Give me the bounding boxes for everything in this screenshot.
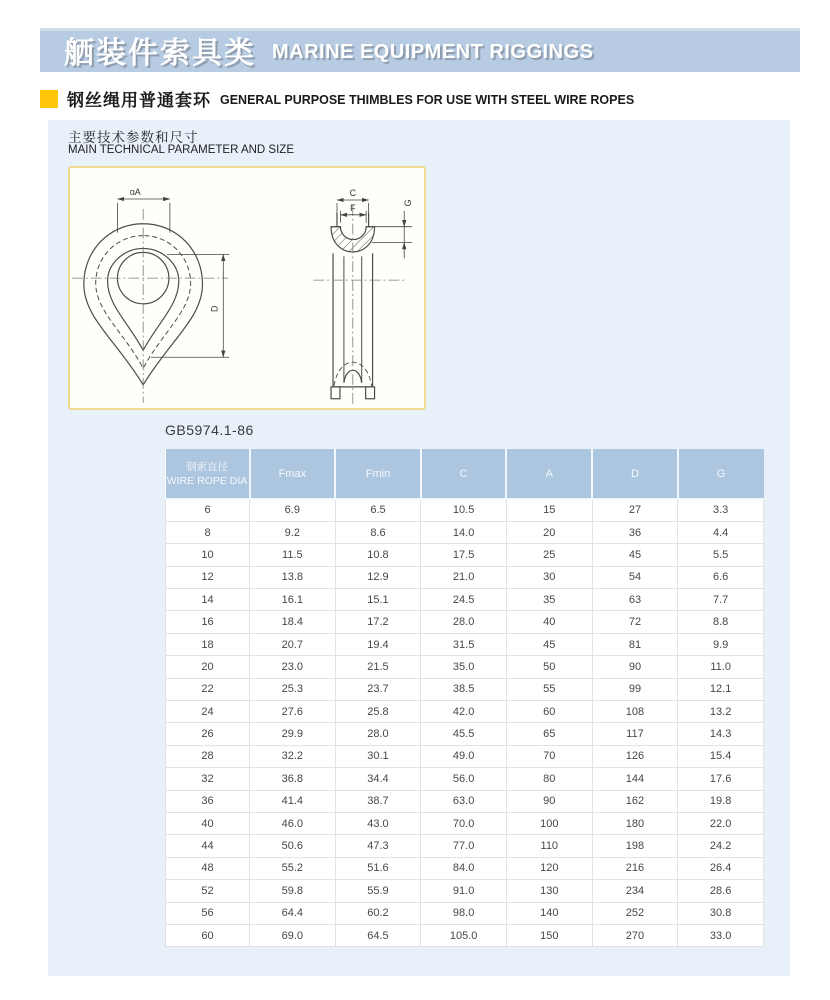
table-cell: 22 bbox=[166, 678, 250, 700]
table-cell: 18 bbox=[166, 633, 250, 655]
table-cell: 44 bbox=[166, 835, 250, 857]
table-cell: 16.1 bbox=[250, 589, 336, 611]
table-row bbox=[166, 589, 764, 611]
table-cell: 38.7 bbox=[335, 790, 421, 812]
table-cell: 25 bbox=[506, 544, 592, 566]
table-cell: 45 bbox=[592, 544, 678, 566]
table-cell: 41.4 bbox=[250, 790, 336, 812]
table-cell: 5.5 bbox=[678, 544, 764, 566]
table-cell: 32.2 bbox=[250, 745, 336, 767]
table-cell: 40 bbox=[506, 611, 592, 633]
table-cell: 29.9 bbox=[250, 723, 336, 745]
section-heading bbox=[40, 86, 800, 111]
table-cell: 48 bbox=[166, 857, 250, 879]
table-cell: 77.0 bbox=[421, 835, 507, 857]
table-row bbox=[166, 812, 764, 834]
table-cell: 14.0 bbox=[421, 521, 507, 543]
panel-subtitle-chinese: 主要技术参数和尺寸 bbox=[68, 130, 199, 145]
table-cell: 252 bbox=[592, 902, 678, 924]
table-cell: 100 bbox=[506, 812, 592, 834]
table-cell: 50.6 bbox=[250, 835, 336, 857]
table-cell: 150 bbox=[506, 924, 592, 946]
table-row bbox=[166, 566, 764, 588]
table-cell: 130 bbox=[506, 880, 592, 902]
table-cell: 60.2 bbox=[335, 902, 421, 924]
table-cell: 45 bbox=[506, 633, 592, 655]
col-header-g: G bbox=[678, 449, 764, 499]
table-cell: 17.5 bbox=[421, 544, 507, 566]
table-cell: 14.3 bbox=[678, 723, 764, 745]
table-row bbox=[166, 656, 764, 678]
table-cell: 12.9 bbox=[335, 566, 421, 588]
table-cell: 90 bbox=[506, 790, 592, 812]
col-header-a: A bbox=[506, 449, 592, 499]
table-cell: 72 bbox=[592, 611, 678, 633]
table-cell: 90 bbox=[592, 656, 678, 678]
table-cell: 34.4 bbox=[335, 768, 421, 790]
table-cell: 9.2 bbox=[250, 521, 336, 543]
page-header-banner bbox=[40, 28, 800, 72]
table-cell: 22.0 bbox=[678, 812, 764, 834]
table-cell: 9.9 bbox=[678, 633, 764, 655]
table-cell: 45.5 bbox=[421, 723, 507, 745]
table-cell: 6.5 bbox=[335, 499, 421, 521]
table-cell: 110 bbox=[506, 835, 592, 857]
table-cell: 20 bbox=[506, 521, 592, 543]
table-cell: 19.4 bbox=[335, 633, 421, 655]
table-row bbox=[166, 499, 764, 521]
table-cell: 63.0 bbox=[421, 790, 507, 812]
table-cell: 42.0 bbox=[421, 701, 507, 723]
table-cell: 49.0 bbox=[421, 745, 507, 767]
table-cell: 56.0 bbox=[421, 768, 507, 790]
dimension-G bbox=[372, 211, 413, 258]
table-row bbox=[166, 924, 764, 946]
label-aA: ɑA bbox=[129, 187, 141, 198]
table-cell: 4.4 bbox=[678, 521, 764, 543]
table-row bbox=[166, 521, 764, 543]
table-cell: 40 bbox=[166, 812, 250, 834]
table-cell: 31.5 bbox=[421, 633, 507, 655]
table-cell: 126 bbox=[592, 745, 678, 767]
table-cell: 46.0 bbox=[250, 812, 336, 834]
col-header-fmax: Fmax bbox=[250, 449, 336, 499]
table-cell: 36 bbox=[592, 521, 678, 543]
table-row bbox=[166, 678, 764, 700]
col-header-wire-rope-dia-en: WIRE ROPE DIA bbox=[166, 474, 248, 487]
table-cell: 23.0 bbox=[250, 656, 336, 678]
table-cell: 105.0 bbox=[421, 924, 507, 946]
table-cell: 84.0 bbox=[421, 857, 507, 879]
table-cell: 26 bbox=[166, 723, 250, 745]
table-cell: 59.8 bbox=[250, 880, 336, 902]
table-cell: 216 bbox=[592, 857, 678, 879]
table-cell: 27.6 bbox=[250, 701, 336, 723]
table-cell: 63 bbox=[592, 589, 678, 611]
table-row bbox=[166, 633, 764, 655]
table-cell: 270 bbox=[592, 924, 678, 946]
table-cell: 80 bbox=[506, 768, 592, 790]
table-cell: 55.9 bbox=[335, 880, 421, 902]
table-cell: 28.0 bbox=[421, 611, 507, 633]
table-cell: 23.7 bbox=[335, 678, 421, 700]
table-cell: 12.1 bbox=[678, 678, 764, 700]
table-cell: 30 bbox=[506, 566, 592, 588]
col-header-wire-rope-dia-zh: 钢索直径 bbox=[186, 460, 228, 473]
table-cell: 21.5 bbox=[335, 656, 421, 678]
col-header-d: D bbox=[592, 449, 678, 499]
table-cell: 8.8 bbox=[678, 611, 764, 633]
table-cell: 91.0 bbox=[421, 880, 507, 902]
table-cell: 69.0 bbox=[250, 924, 336, 946]
table-cell: 35 bbox=[506, 589, 592, 611]
table-cell: 43.0 bbox=[335, 812, 421, 834]
table-cell: 234 bbox=[592, 880, 678, 902]
table-cell: 64.5 bbox=[335, 924, 421, 946]
table-cell: 17.6 bbox=[678, 768, 764, 790]
table-cell: 27 bbox=[592, 499, 678, 521]
table-row bbox=[166, 723, 764, 745]
table-cell: 20.7 bbox=[250, 633, 336, 655]
table-cell: 162 bbox=[592, 790, 678, 812]
table-cell: 6.9 bbox=[250, 499, 336, 521]
table-cell: 13.8 bbox=[250, 566, 336, 588]
label-D: D bbox=[209, 305, 220, 312]
table-cell: 28.6 bbox=[678, 880, 764, 902]
table-cell: 52 bbox=[166, 880, 250, 902]
table-row bbox=[166, 544, 764, 566]
table-cell: 65 bbox=[506, 723, 592, 745]
table-cell: 60 bbox=[166, 924, 250, 946]
table-row bbox=[166, 768, 764, 790]
table-cell: 35.0 bbox=[421, 656, 507, 678]
table-cell: 140 bbox=[506, 902, 592, 924]
table-cell: 10.5 bbox=[421, 499, 507, 521]
table-row bbox=[166, 701, 764, 723]
table-cell: 8 bbox=[166, 521, 250, 543]
table-cell: 108 bbox=[592, 701, 678, 723]
col-header-c: C bbox=[421, 449, 507, 499]
table-cell: 24.2 bbox=[678, 835, 764, 857]
table-cell: 24 bbox=[166, 701, 250, 723]
spec-table bbox=[165, 449, 764, 947]
spec-table-body bbox=[166, 499, 764, 947]
table-cell: 17.2 bbox=[335, 611, 421, 633]
table-cell: 13.2 bbox=[678, 701, 764, 723]
table-cell: 180 bbox=[592, 812, 678, 834]
yellow-bullet-square bbox=[40, 90, 58, 108]
table-cell: 11.5 bbox=[250, 544, 336, 566]
table-cell: 30.1 bbox=[335, 745, 421, 767]
table-cell: 32 bbox=[166, 768, 250, 790]
table-cell: 28.0 bbox=[335, 723, 421, 745]
table-cell: 99 bbox=[592, 678, 678, 700]
table-cell: 120 bbox=[506, 857, 592, 879]
table-cell: 60 bbox=[506, 701, 592, 723]
table-cell: 3.3 bbox=[678, 499, 764, 521]
table-cell: 19.8 bbox=[678, 790, 764, 812]
table-row bbox=[166, 611, 764, 633]
table-cell: 144 bbox=[592, 768, 678, 790]
panel-subtitle-english: MAIN TECHNICAL PARAMETER AND SIZE bbox=[68, 144, 294, 156]
table-cell: 70 bbox=[506, 745, 592, 767]
table-cell: 81 bbox=[592, 633, 678, 655]
banner-title-english: MARINE EQUIPMENT RIGGINGS bbox=[272, 40, 594, 63]
table-cell: 98.0 bbox=[421, 902, 507, 924]
table-cell: 55 bbox=[506, 678, 592, 700]
table-cell: 7.7 bbox=[678, 589, 764, 611]
table-cell: 21.0 bbox=[421, 566, 507, 588]
table-cell: 51.6 bbox=[335, 857, 421, 879]
table-cell: 14 bbox=[166, 589, 250, 611]
table-cell: 18.4 bbox=[250, 611, 336, 633]
table-cell: 25.3 bbox=[250, 678, 336, 700]
table-row bbox=[166, 902, 764, 924]
technical-drawing-box bbox=[68, 166, 426, 410]
table-cell: 6.6 bbox=[678, 566, 764, 588]
section-title-english: GENERAL PURPOSE THIMBLES FOR USE WITH STEEL WIRE ROPES bbox=[220, 93, 635, 107]
label-G: G bbox=[403, 199, 414, 207]
table-cell: 36.8 bbox=[250, 768, 336, 790]
table-cell: 26.4 bbox=[678, 857, 764, 879]
table-cell: 38.5 bbox=[421, 678, 507, 700]
table-cell: 36 bbox=[166, 790, 250, 812]
table-cell: 16 bbox=[166, 611, 250, 633]
table-cell: 15.1 bbox=[335, 589, 421, 611]
section-title-chinese: 钢丝绳用普通套环 bbox=[67, 91, 211, 110]
table-cell: 30.8 bbox=[678, 902, 764, 924]
table-cell: 55.2 bbox=[250, 857, 336, 879]
content-panel bbox=[48, 120, 790, 976]
table-cell: 50 bbox=[506, 656, 592, 678]
table-cell: 10.8 bbox=[335, 544, 421, 566]
table-cell: 11.0 bbox=[678, 656, 764, 678]
table-row bbox=[166, 790, 764, 812]
table-cell: 54 bbox=[592, 566, 678, 588]
table-cell: 24.5 bbox=[421, 589, 507, 611]
dimension-aA bbox=[117, 199, 169, 233]
table-cell: 15 bbox=[506, 499, 592, 521]
table-cell: 20 bbox=[166, 656, 250, 678]
col-header-fmin: Fmin bbox=[335, 449, 421, 499]
table-cell: 28 bbox=[166, 745, 250, 767]
table-row bbox=[166, 857, 764, 879]
label-C: C bbox=[349, 188, 357, 199]
table-cell: 8.6 bbox=[335, 521, 421, 543]
table-cell: 33.0 bbox=[678, 924, 764, 946]
table-cell: 10 bbox=[166, 544, 250, 566]
thimble-technical-drawing bbox=[70, 168, 424, 408]
banner-title-chinese: 舾装件索具类 bbox=[64, 37, 256, 70]
table-row bbox=[166, 745, 764, 767]
table-cell: 15.4 bbox=[678, 745, 764, 767]
table-cell: 198 bbox=[592, 835, 678, 857]
table-cell: 64.4 bbox=[250, 902, 336, 924]
table-cell: 70.0 bbox=[421, 812, 507, 834]
table-cell: 6 bbox=[166, 499, 250, 521]
table-cell: 12 bbox=[166, 566, 250, 588]
table-cell: 117 bbox=[592, 723, 678, 745]
standard-code: GB5974.1-86 bbox=[165, 422, 254, 438]
spec-table-header bbox=[166, 449, 764, 499]
table-cell: 25.8 bbox=[335, 701, 421, 723]
table-cell: 56 bbox=[166, 902, 250, 924]
table-cell: 47.3 bbox=[335, 835, 421, 857]
table-row bbox=[166, 880, 764, 902]
col-header-wire-rope-dia bbox=[166, 449, 250, 499]
label-F: F bbox=[350, 202, 356, 213]
table-row bbox=[166, 835, 764, 857]
